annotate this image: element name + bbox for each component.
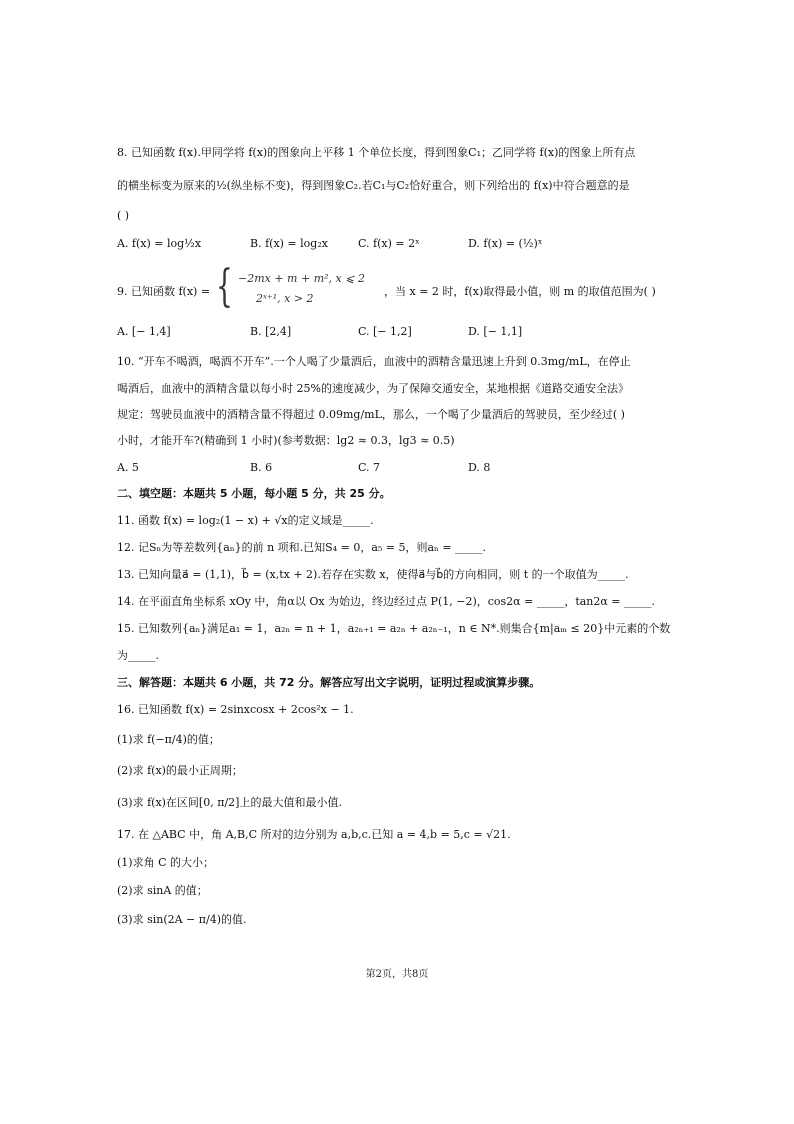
- q8-option-c: C. f(x) = 2ˣ: [358, 237, 420, 250]
- q9-stem-suffix: ，当 x = 2 时，f(x)取得最小值，则 m 的取值范围为( ): [384, 285, 656, 298]
- q9-option-a: A. [− 1,4]: [117, 325, 171, 338]
- q8-option-b: B. f(x) = log₂x: [250, 237, 328, 250]
- q9-stem-prefix: 9. 已知函数 f(x) =: [117, 285, 211, 298]
- q9-option-b: B. [2,4]: [250, 325, 292, 338]
- q16-part-2: (2)求 f(x)的最小正周期；: [117, 764, 243, 777]
- q9-piece-1: −2mx + m + m², x ⩽ 2: [238, 272, 365, 285]
- q10-option-b: B. 6: [250, 461, 273, 474]
- q15-line-1: 15. 已知数列{aₙ}满足a₁ = 1，a₂ₙ = n + 1，a₂ₙ₊₁ = a₂ₙ + a₂ₙ₋₁，n ∈ N*.则集合{m|aₘ ≤ 20}中元素的个数: [117, 622, 671, 635]
- q9-piece-2: 2ˣ⁺¹, x > 2: [256, 292, 314, 305]
- q10-option-a: A. 5: [117, 461, 139, 474]
- q14-line: 14. 在平面直角坐标系 xOy 中，角α以 Ox 为始边，终边经过点 P(1, −2)，cos2α = _____，tan2α = _____.: [117, 595, 656, 608]
- q10-line-1: 10. “开车不喝酒，喝酒不开车”.一个人喝了少量酒后，血液中的酒精含量迅速上升到 0.3mg/mL，在停止: [117, 355, 631, 368]
- q13-line: 13. 已知向量a⃗ = (1,1)，b⃗ = (x,tx + 2).若存在实数 x，使得a⃗与b⃗的方向相同，则 t 的一个取值为_____.: [117, 568, 629, 581]
- q8-line-2: 的横坐标变为原来的½(纵坐标不变)，得到图象C₂.若C₁与C₂恰好重合，则下列给出的 f(x)中符合题意的是: [117, 179, 630, 192]
- q10-line-4: 小时，才能开车?(精确到 1 小时)(参考数据：lg2 ≈ 0.3，lg3 ≈ 0.5): [117, 434, 455, 447]
- q8-line-3: ( ): [117, 209, 130, 222]
- q16-part-3: (3)求 f(x)在区间[0, π/2]上的最大值和最小值.: [117, 796, 342, 809]
- q17-part-2: (2)求 sinA 的值；: [117, 884, 208, 897]
- q9-piecewise-function: [216, 261, 376, 312]
- q10-option-c: C. 7: [358, 461, 381, 474]
- q15-line-2: 为_____.: [117, 649, 159, 662]
- section-2-heading: 二、填空题：本题共 5 小题，每小题 5 分，共 25 分。: [117, 487, 391, 500]
- q8-option-a: A. f(x) = log½x: [117, 237, 202, 250]
- q16-part-1: (1)求 f(−π/4)的值；: [117, 733, 220, 746]
- q17-part-3: (3)求 sin(2A − π/4)的值.: [117, 913, 247, 926]
- page-footer: 第2页，共8页: [365, 969, 429, 980]
- q10-line-3: 规定：驾驶员血液中的酒精含量不得超过 0.09mg/mL，那么，一个喝了少量酒后的驾驶员，至少经过( ): [117, 408, 625, 421]
- q10-line-2: 喝酒后，血液中的酒精含量以每小时 25%的速度减少，为了保障交通安全，某地根据《道路交通安全法》: [117, 382, 629, 395]
- q9-option-d: D. [− 1,1]: [468, 325, 523, 338]
- section-3-heading: 三、解答题：本题共 6 小题，共 72 分。解答应写出文字说明，证明过程或演算步骤。: [117, 676, 541, 689]
- q9-option-c: C. [− 1,2]: [358, 325, 412, 338]
- q8-option-d: D. f(x) = (½)ˣ: [468, 237, 543, 250]
- q12-line: 12. 记Sₙ为等差数列{aₙ}的前 n 项和.已知S₄ = 0，a₅ = 5，则aₙ = _____.: [117, 541, 487, 554]
- q10-option-d: D. 8: [468, 461, 491, 474]
- q17-part-1: (1)求角 C 的大小；: [117, 856, 214, 869]
- q8-line-1: 8. 已知函数 f(x).甲同学将 f(x)的图象向上平移 1 个单位长度，得到图象C₁；乙同学将 f(x)的图象上所有点: [117, 146, 636, 159]
- q9-left-brace: {: [216, 261, 233, 312]
- q11-line: 11. 函数 f(x) = log₂(1 − x) + √x的定义域是_____.: [117, 514, 374, 527]
- q16-stem: 16. 已知函数 f(x) = 2sinxcosx + 2cos²x − 1.: [117, 703, 354, 716]
- q17-stem: 17. 在 △ABC 中，角 A,B,C 所对的边分别为 a,b,c.已知 a = 4,b = 5,c = √21.: [117, 828, 511, 841]
